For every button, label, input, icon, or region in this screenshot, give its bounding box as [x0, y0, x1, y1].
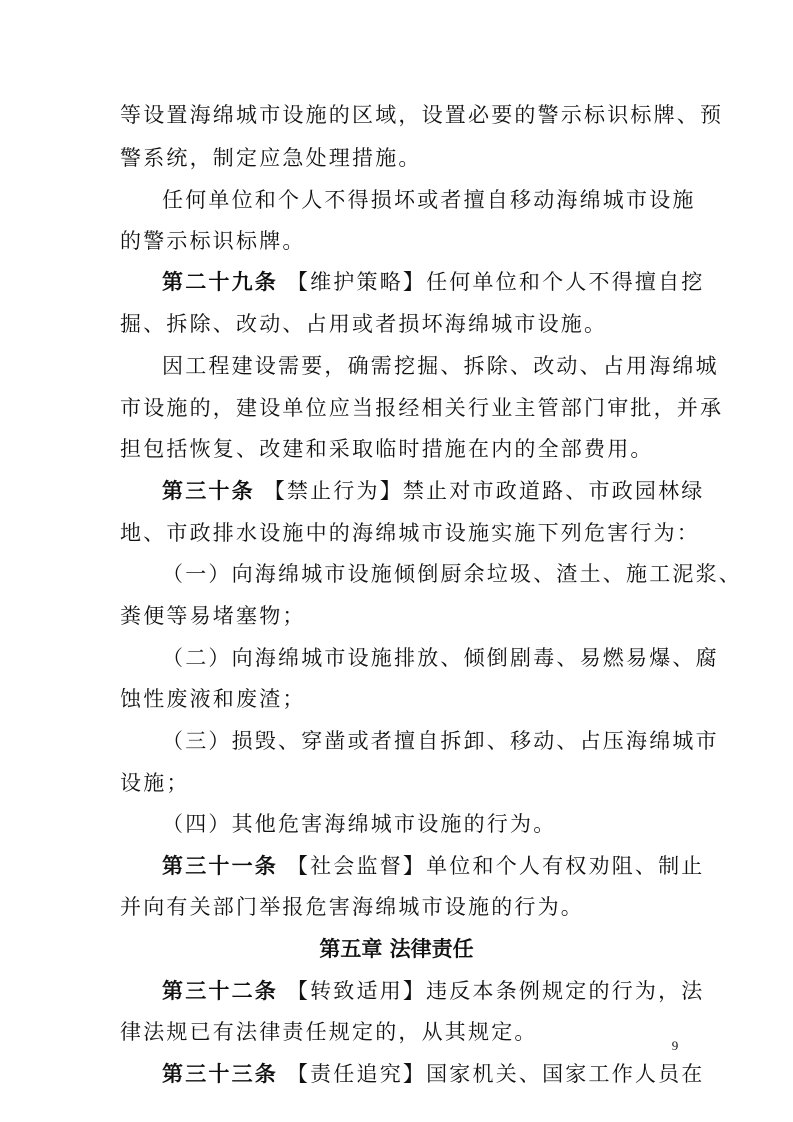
article-29-number: 第二十九条 [162, 270, 278, 294]
article-32-number: 第三十二条 [162, 979, 278, 1003]
chapter-heading: 第五章 法律责任 [319, 937, 474, 961]
list-item-4: （四）其他危害海绵城市设施的行为。 [162, 812, 557, 836]
body-line: 掘、拆除、改动、占用或者损坏海绵城市设施。 [120, 312, 608, 336]
article-29-text: 任何单位和个人不得擅自挖 [426, 270, 705, 294]
article-32-text: 违反本条例规定的行为，法 [426, 979, 705, 1003]
article-32-tag: 【转致适用】 [286, 979, 427, 1003]
article-33-number: 第三十三条 [162, 1062, 278, 1086]
article-30-number: 第三十条 [162, 479, 255, 503]
body-line: 警系统，制定应急处理措施。 [120, 146, 422, 170]
article-32-line [162, 976, 705, 1006]
body-line: 市设施的，建设单位应当报经相关行业主管部门审批，并承 [120, 396, 724, 420]
article-33-text: 国家机关、国家工作人员在 [426, 1062, 705, 1086]
article-31-tag: 【社会监督】 [286, 854, 427, 878]
body-line: 地、市政排水设施中的海绵城市设施实施下列危害行为： [120, 521, 700, 545]
list-item-2: （二）向海绵城市设施排放、倾倒剧毒、易燃易爆、腐 [162, 646, 719, 670]
body-line: 的警示标识标牌。 [120, 229, 306, 253]
article-30-line [162, 476, 705, 506]
article-31-text: 单位和个人有权劝阻、制止 [426, 854, 705, 878]
body-line: 律法规已有法律责任规定的，从其规定。 [120, 1020, 538, 1044]
body-line: 设施； [120, 771, 190, 795]
article-30-text: 禁止对市政道路、市政园林绿 [402, 479, 705, 503]
article-31-number: 第三十一条 [162, 854, 278, 878]
body-line: 任何单位和个人不得损坏或者擅自移动海绵城市设施 [162, 188, 696, 212]
article-33-line [162, 1059, 705, 1089]
body-line: 粪便等易堵塞物； [120, 604, 306, 628]
list-item-3: （三）损毁、穿凿或者擅自拆卸、移动、占压海绵城市 [162, 729, 719, 753]
body-line: 等设置海绵城市设施的区域，设置必要的警示标识标牌、预 [120, 103, 724, 127]
article-30-tag: 【禁止行为】 [263, 479, 403, 503]
list-item-1: （一）向海绵城市设施倾倒厨余垃圾、渣土、施工泥浆、 [162, 562, 742, 586]
article-29-tag: 【维护策略】 [286, 270, 427, 294]
body-line: 因工程建设需要，确需挖掘、拆除、改动、占用海绵城 [162, 354, 719, 378]
body-line: 并向有关部门举报危害海绵城市设施的行为。 [120, 895, 584, 919]
article-31-line [162, 851, 705, 881]
body-line: 担包括恢复、改建和采取临时措施在内的全部费用。 [120, 437, 654, 461]
body-line: 蚀性废液和废渣； [120, 687, 306, 711]
article-33-tag: 【责任追究】 [286, 1062, 427, 1086]
page-number: 9 [671, 1038, 679, 1053]
article-29-line [162, 267, 705, 297]
